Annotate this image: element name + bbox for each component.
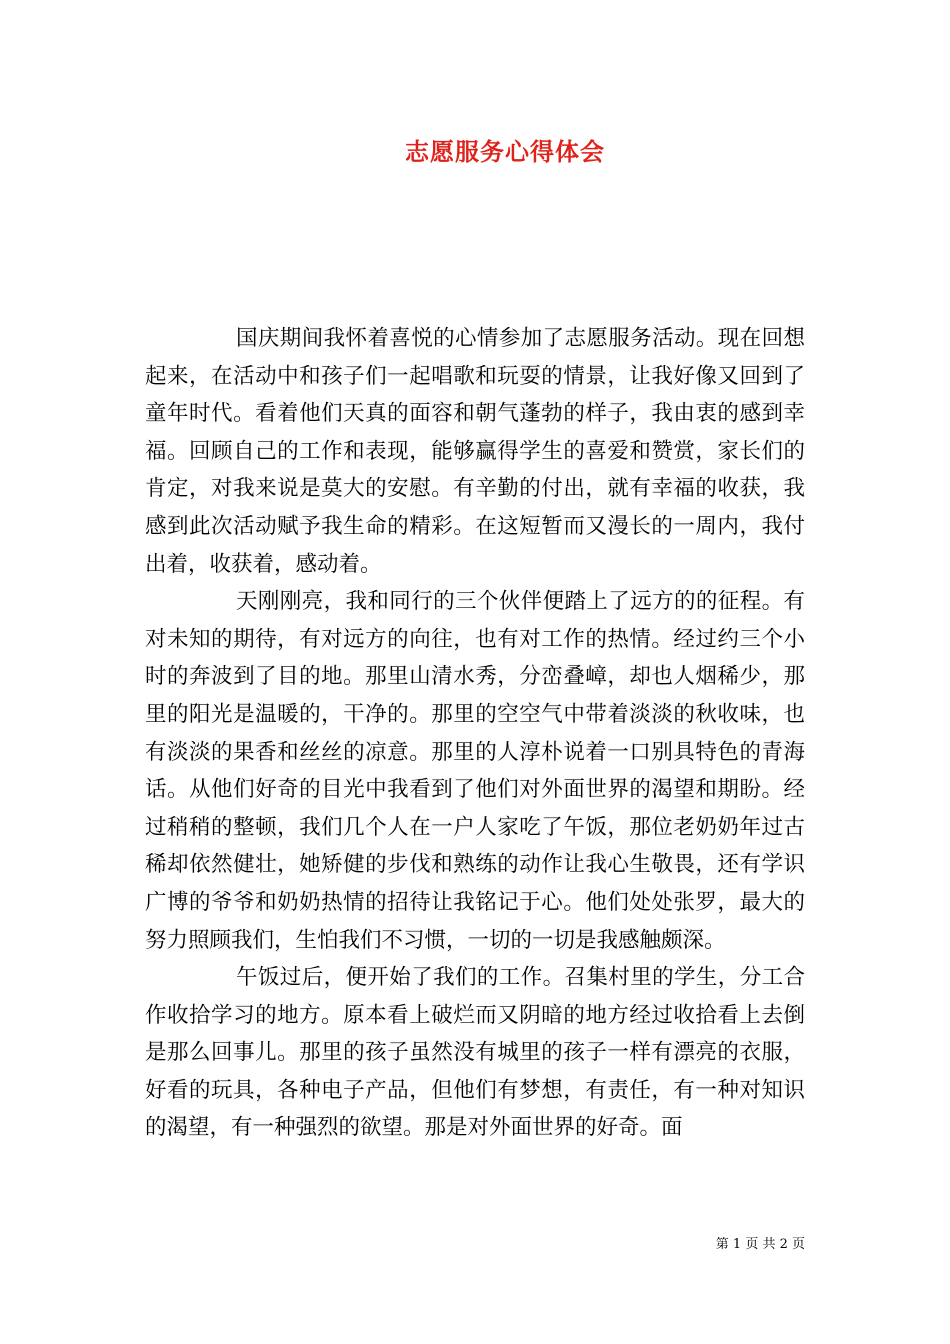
- paragraph-3: 午饭过后，便开始了我们的工作。召集村里的学生，分工合作收拾学习的地方。原本看上破烂而又阴暗的地方经过收拾看上去倒是那么回事儿。那里的孩子虽然没有城里的孩子一样有漂亮的衣服，好看的玩具，各种电子产品，但他们有梦想，有责任，有一种对知识的渴望，有一种强烈的欲望。那是对外面世界的好奇。面: [145, 965, 805, 1141]
- page-number-footer: 第 1 页 共 2 页: [715, 1237, 805, 1252]
- document-body: [145, 320, 805, 1147]
- document-title: 志愿服务心得体会: [405, 137, 605, 166]
- paragraph-2: 天刚刚亮，我和同行的三个伙伴便踏上了远方的的征程。有对未知的期待，有对远方的向往，也有对工作的热情。经过约三个小时的奔波到了目的地。那里山清水秀，分峦叠嶂，却也人烟稀少，那里的阳光是温暖的，干净的。那里的空空气中带着淡淡的秋收味，也有淡淡的果香和丝丝的凉意。那里的人淳朴说着一口别具特色的青海话。从他们好奇的目光中我看到了他们对外面世界的渴望和期盼。经过稍稍的整顿，我们几个人在一户人家吃了午饭，那位老奶奶年过古稀却依然健壮，她矫健的步伐和熟练的动作让我心生敬畏，还有学识广博的爷爷和奶奶热情的招待让我铭记于心。他们处处张罗，最大的努力照顾我们，生怕我们不习惯，一切的一切是我感触颇深。: [145, 589, 805, 953]
- paragraph-1: 国庆期间我怀着喜悦的心情参加了志愿服务活动。现在回想起来，在活动中和孩子们一起唱歌和玩耍的情景，让我好像又回到了童年时代。看着他们天真的面容和朝气蓬勃的样子，我由衷的感到幸福。回顾自己的工作和表现，能够赢得学生的喜爱和赞赏，家长们的肯定，对我来说是莫大的安慰。有辛勤的付出，就有幸福的收获，我感到此次活动赋予我生命的精彩。在这短暂而又漫长的一周内，我付出着，收获着，感动着。: [145, 326, 805, 577]
